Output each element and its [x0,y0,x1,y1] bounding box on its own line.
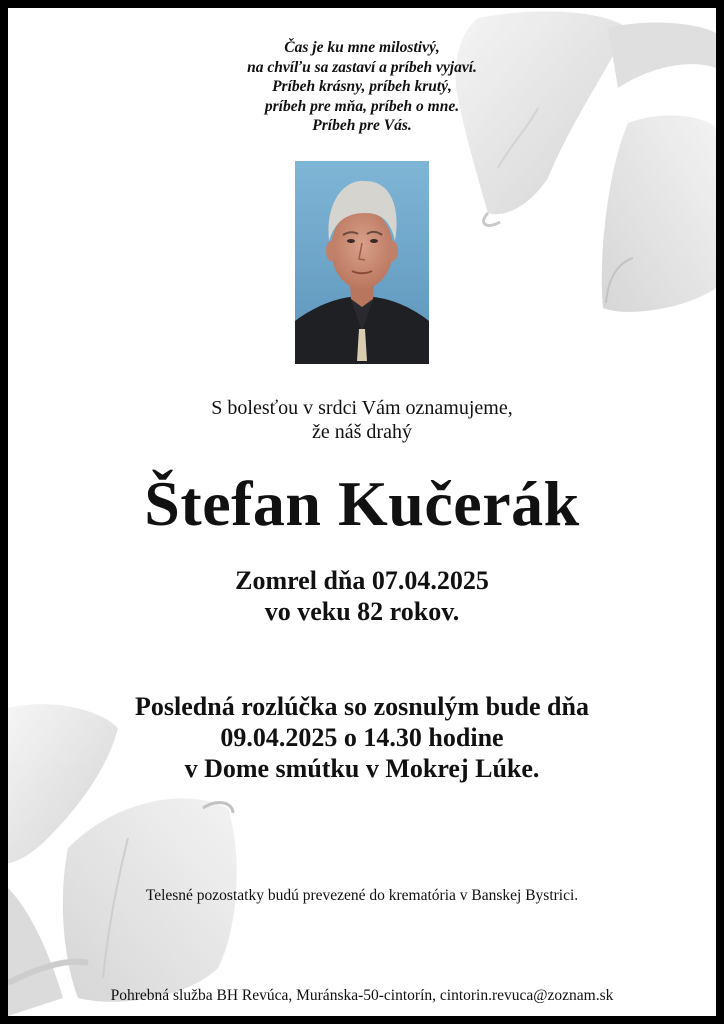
obituary-page [8,8,716,1016]
death-date: Zomrel dňa 07.04.2025 [235,566,489,595]
funeral-line: Posledná rozlúčka so zosnulým bude dňa [135,692,589,721]
portrait-photo [295,161,429,364]
poem-line: Príbeh pre Vás. [312,117,412,134]
announcement-line: že náš drahý [312,421,412,443]
announcement-line: S bolesťou v srdci Vám oznamujeme, [211,397,513,419]
poem-line: na chvíľu sa zastaví a príbeh vyjaví. [247,58,477,76]
age: vo veku 82 rokov. [264,597,460,626]
poem-line: Čas je ku mne milostivý, [284,39,440,56]
cremation-note: Telesné pozostatky budú prevezené do krematória v Banskej Bystrici. [145,887,579,904]
deceased-name: Štefan Kučerák [144,468,580,539]
announcement [8,396,716,444]
poem [8,38,716,136]
poem-line: príbeh pre mňa, príbeh o mne. [264,97,460,115]
funeral-line: v Dome smútku v Mokrej Lúke. [184,754,540,783]
funeral-service-footer: Pohrebná služba BH Revúca, Muránska-50-cintorín, cintorin.revuca@zoznam.sk [110,987,614,1004]
poem-line: Príbeh krásny, príbeh krutý, [272,78,452,95]
funeral-info [8,691,716,784]
funeral-line: 09.04.2025 o 14.30 hodine [220,723,504,752]
death-info [8,565,716,627]
